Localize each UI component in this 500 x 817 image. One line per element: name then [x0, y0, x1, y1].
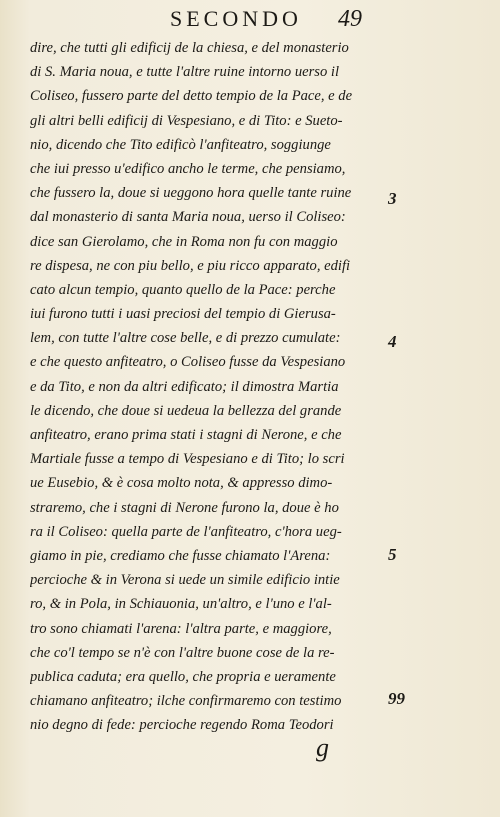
- text-line: iui furono tutti i uasi preciosi del tempio di Gierusa-: [30, 306, 336, 323]
- running-title: SECONDO: [170, 6, 302, 31]
- text-line: nio degno di fede: percioche regendo Roma Teodori: [30, 717, 334, 734]
- text-line: chiamano anfiteatro; ilche confirmaremo con testimo: [30, 693, 342, 710]
- text-line: Coliseo, fussero parte del detto tempio de la Pace, e de: [30, 88, 353, 105]
- text-line: dire, che tutti gli edificij de la chiesa, e del monasterio: [30, 40, 349, 56]
- text-line: lem, con tutte l'altre cose belle, e di prezzo cumulate:: [30, 330, 341, 347]
- margin-note: 3: [388, 189, 397, 208]
- text-line: le dicendo, che doue si uedeua la bellezza del grande: [30, 402, 342, 419]
- text-line: cato alcun tempio, quanto quello de la Pace: perche: [30, 281, 336, 298]
- text-line: gli altri belli edificij di Vespesiano, e di Tito: e Sueto-: [30, 112, 343, 129]
- text-line: ra il Coliseo: quella parte de l'anfiteatro, c'hora ueg-: [30, 523, 342, 540]
- text-line: anfiteatro, erano prima stati i stagni di Nerone, e che: [30, 427, 342, 443]
- text-line: straremo, che i stagni di Nerone furono la, doue è ho: [30, 499, 339, 516]
- margin-note: 4: [388, 332, 397, 351]
- text-line: tro sono chiamati l'arena: l'altra parte, e maggiore,: [30, 620, 332, 637]
- running-header: [0, 6, 500, 38]
- text-line: ro, & in Pola, in Schiauonia, un'altro, e l'uno e l'al-: [30, 596, 332, 613]
- signature-mark: g: [316, 733, 329, 762]
- text-line: che co'l tempo se n'è con l'altre buone cose de la re-: [30, 644, 335, 661]
- text-line: nio, dicendo che Tito edificò l'anfiteatro, soggiunge: [30, 136, 331, 153]
- margin-note: 5: [388, 545, 397, 564]
- text-line: percioche & in Verona si uede un simile edificio intie: [30, 572, 340, 589]
- text-line: di S. Maria noua, e tutte l'altre ruine intorno uerso il: [30, 64, 340, 81]
- margin-note: 99: [388, 689, 405, 708]
- text-line: e che questo anfiteatro, o Coliseo fusse da Vespesiano: [30, 354, 346, 371]
- text-line: re dispesa, ne con piu bello, e piu ricco apparato, edifi: [30, 257, 351, 274]
- text-line: publica caduta; era quello, che propria e ueramente: [30, 668, 336, 685]
- text-line: giamo in pie, crediamo che fusse chiamato l'Arena:: [30, 547, 331, 564]
- text-line: e da Tito, e non da altri edificato; il dimostra Martia: [30, 378, 339, 395]
- text-line: Martiale fusse a tempo di Vespesiano e di Tito; lo scri: [30, 451, 345, 468]
- page-number: 49: [338, 6, 362, 32]
- main-text-block: [30, 36, 385, 737]
- text-line: ue Eusebio, & è cosa molto nota, & appresso dimo-: [30, 475, 333, 492]
- text-line: che fussero la, doue si ueggono hora quelle tante ruine: [30, 185, 352, 202]
- text-line: dal monasterio di santa Maria noua, uerso il Coliseo:: [30, 209, 346, 226]
- text-line: dice san Gierolamo, che in Roma non fu con maggio: [30, 233, 338, 250]
- text-line: che iui presso u'edifico ancho le terme, che pensiamo,: [30, 160, 346, 177]
